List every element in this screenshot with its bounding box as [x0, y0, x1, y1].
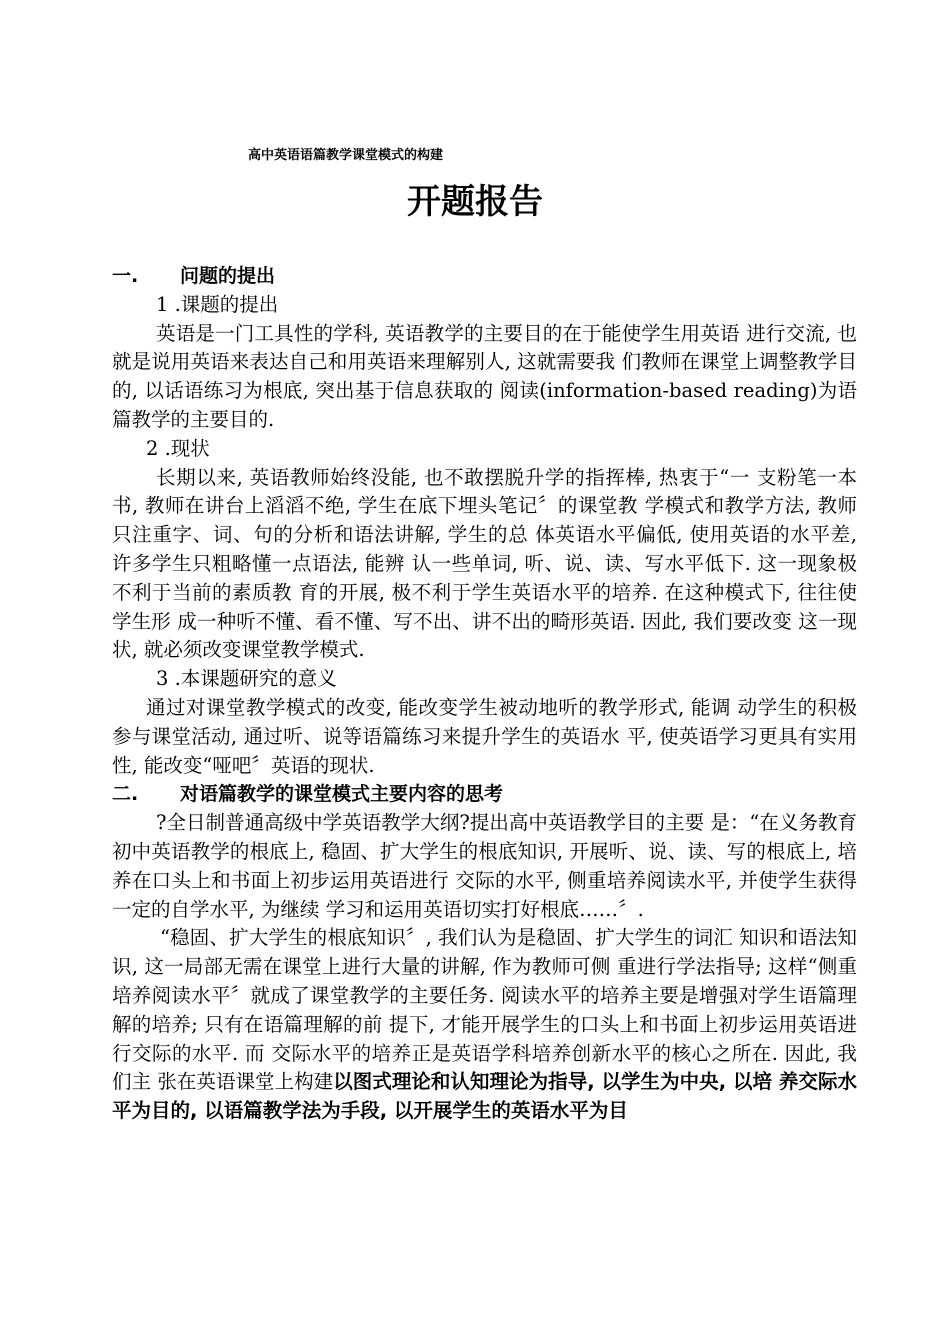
paragraph: ?全日制普通高级中学英语教学大纲?提出高中英语教学目的主要 是：“在义务教育初中英语教学的根底上, 稳固、扩大学生的根底知识, 开展听、说、读、写的根底上, 培养在口头上和书面上初步运用英语进行 交际的水平, 侧重培养阅读水平, 并使学生获得一定的自学水平, 为继续 学习和运用英语切实打好根底……〞.	[112, 811, 857, 921]
document-body	[112, 262, 857, 1126]
document-title: 开题报告	[407, 182, 543, 222]
paragraph: 长期以来, 英语教师始终没能, 也不敢摆脱升学的指挥棒, 热衷于“一 支粉笔一本书, 教师在讲台上滔滔不绝, 学生在底下埋头笔记〞的课堂教 学模式和教学方法, 教师只注重字、词、句的分析和语法讲解, 学生的总 体英语水平偏低, 使用英语的水平差, 许多学生只粗略懂一点语法, 能辨 认一些单词, 听、说、读、写水平低下. 这一现象极不利于当前的素质教 育的开展, 极不利于学生英语水平的培养. 在这种模式下, 往往使学生形 成一种听不懂、看不懂、写不出、讲不出的畸形英语. 因此, 我们要改变 这一现状, 就必须改变课堂教学模式.	[112, 465, 857, 662]
paragraph: 通过对课堂教学模式的改变, 能改变学生被动地听的教学形式, 能调 动学生的积极参与课堂活动, 通过听、说等语篇练习来提升学生的英语水 平, 使英语学习更具有实用性, 能改变“哑吧〞英语的现状.	[112, 695, 857, 777]
section-number: 一.	[112, 265, 139, 287]
document-subtitle: 高中英语语篇教学课堂模式的构建	[248, 148, 444, 163]
subsection-heading-1-1: 1 .课题的提出	[156, 292, 279, 316]
paragraph	[112, 924, 857, 1126]
paragraph: 英语是一门工具性的学科, 英语教学的主要目的在于能使学生用英语 进行交流, 也就是说用英语来表达自己和用英语来理解别人, 这就需要我 们教师在课堂上调整教学目的, 以话语练习为根底, 突出基于信息获取的 阅读(information-based reading)为语篇教学的主要目的.	[112, 321, 857, 431]
subsection-heading-1-3: 3 .本课题研究的意义	[156, 667, 337, 691]
section-title: 对语篇教学的课堂模式主要内容的思考	[180, 783, 504, 806]
section-heading-1	[112, 262, 857, 291]
section-title: 问题的提出	[180, 265, 276, 287]
section-number: 二.	[112, 783, 139, 806]
section-heading-2	[112, 780, 857, 809]
subsection-heading-1-2: 2 .现状	[146, 436, 210, 460]
paragraph-text: “稳固、扩大学生的根底知识〞, 我们认为是稳固、扩大学生的词汇 知识和语法知识, 这一局部无需在课堂上进行大量的讲解, 作为教师可侧 重进行学法指导; 这样“侧重培养阅读水平〞就成了课堂教学的主要任务. 阅读水平的培养主要是增强对学生语篇理解的培养; 只有在语篇理解的前 提下, 才能开展学生的口头上和书面上初步运用英语进行交际的水平. 而 交际水平的培养正是英语学科培养创新水平的核心之所在. 因此, 我们主 张在英语课堂上构建	[112, 926, 857, 1094]
emphasized-text: 以图式理论和认知理论为指导, 以学生为中央, 以培 养交际水平为目的, 以语篇教学法为手段, 以开展学生的英语水平为目	[112, 1070, 857, 1123]
